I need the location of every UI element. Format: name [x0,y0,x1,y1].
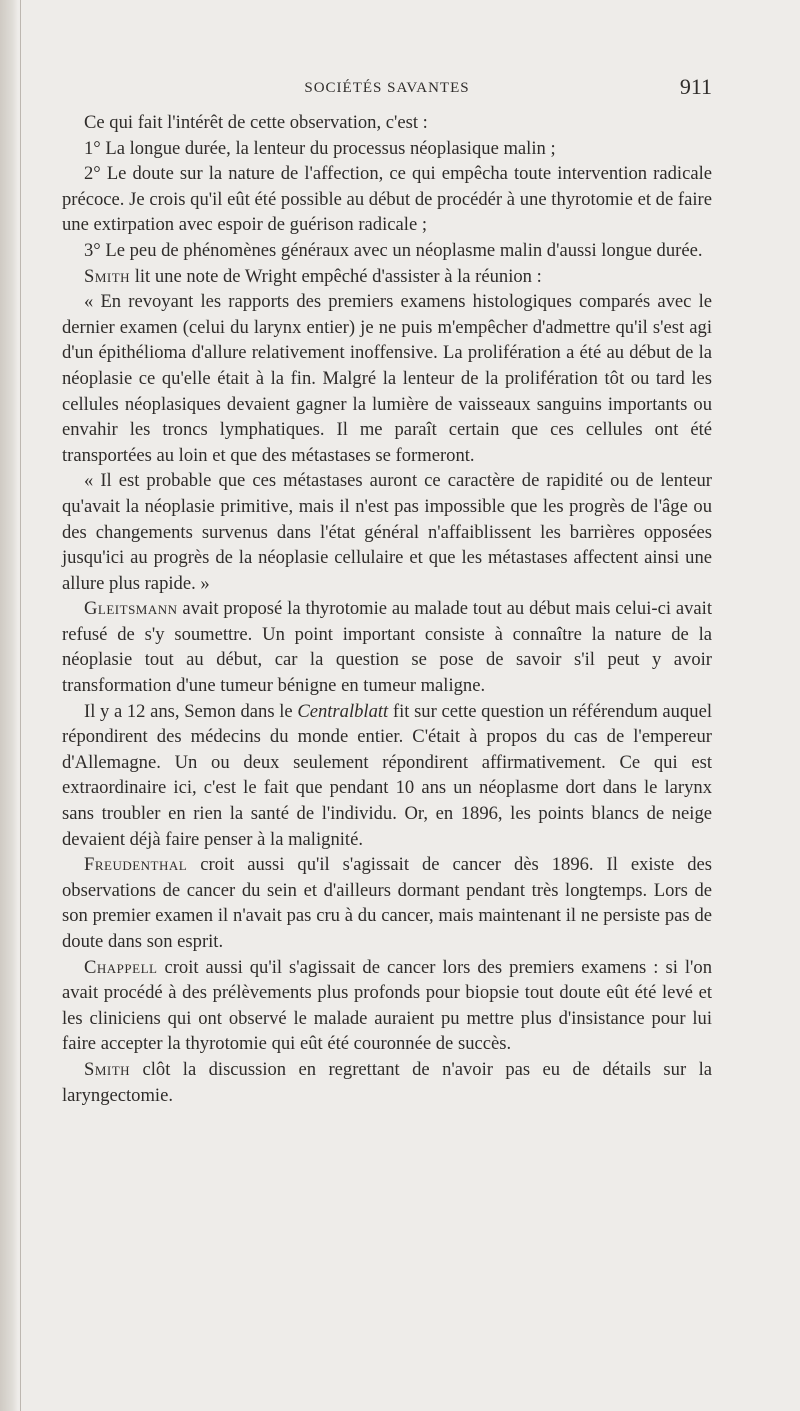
paragraph [62,699,712,853]
paragraph [62,289,712,468]
speaker-name: Smith [84,1058,131,1080]
paragraph-text: Ce qui fait l'intérêt de cette observation, c'est : [84,112,428,133]
paragraph [62,264,712,290]
page [62,70,712,1108]
paragraph-text: 3° Le peu de phénomènes généraux avec un néoplasme malin d'aussi longue durée. [84,239,703,261]
paragraph [62,136,712,162]
speaker-name: Smith [84,265,131,287]
paragraph-text: « Il est probable que ces métastases auront ce caractère de rapidité ou de lenteur qu'avait la néoplasie primitive, mais il n'est pas impossible que les progrès de l'âge ou des changements survenus dans l'état général n'affaiblissent les barrières opposées jusqu'ici au progrès de la néoplasie cellulaire et que les métastases affectent ainsi une allure plus rapide. » [62,470,712,594]
paragraph-text: avait proposé la thyrotomie au malade tout au début mais celui-ci avait refusé de s'y soumettre. Un point important consiste à connaître la nature de la néoplasie tout au début, car la question se pose de savoir s'il peut y avoir transformation d'une tumeur bénigne en tumeur maligne. [62,598,712,697]
paragraph-text: clôt la discussion en regrettant de n'avoir pas eu de détails sur la laryngectomie. [62,1058,712,1106]
speaker-name: Chappell [84,956,158,978]
paragraph-text: 2° Le doute sur la nature de l'affection, ce qui empêcha toute intervention radicale précoce. Je crois qu'il eût été possible au début de procédér à une thyrotomie et de faire une extirpation avec espoir de guérison radicale ; [62,163,712,236]
speaker-name: Gleitsmann [84,598,178,620]
paragraph-text: Il y a 12 ans, Semon dans le [84,700,298,722]
paragraph-text: fit sur cette question un référendum auquel répondirent des médecins du monde entier. C'était à propos du cas de l'empereur d'Allemagne. Un ou deux seulement répondirent affirmativement. Ce qui est extraordinaire ici, c'est le fait que pendant 10 ans un néoplasme dort dans le larynx sans troubler en rien la santé de l'individu. Or, en 1896, les points blancs de neige devaient déjà faire penser à la malignité. [62,700,712,850]
paragraph [62,110,712,136]
paragraph [62,238,712,264]
journal-title: Centralblatt [297,700,389,722]
running-head: SOCIÉTÉS SAVANTES [304,80,470,96]
paragraph-text: croit aussi qu'il s'agissait de cancer lors des premiers examens : si l'on avait procédé à des prélèvements plus profonds pour biopsie tout doute eût été levé et les cliniciens qui ont observé le malade auraient pu mettre plus d'insistance pour lui faire accepter la thyrotomie qui eût été couronnée de succès. [62,956,712,1055]
article-body [62,110,712,1108]
paragraph [62,468,712,596]
paragraph [62,955,712,1057]
paragraph [62,596,712,698]
paragraph [62,852,712,954]
paragraph-text: « En revoyant les rapports des premiers examens histologiques comparés avec le dernier examen (celui du larynx entier) je ne puis m'empêcher d'admettre qu'il s'est agi d'un épithélioma d'allure relativement inoffensive. La prolifération a été au début de la néoplasie ce qu'elle était à la fin. Malgré la lenteur de la prolifération tôt ou tard les cellules néoplasiques devaient gagner la lumière de vaisseaux sanguins importants ou envahir les troncs lymphatiques. Il me paraît certain que ces cellules ont été transportées au loin et que des métastases se formeront. [62,291,712,466]
paragraph [62,1057,712,1108]
paragraph-text: 1° La longue durée, la lenteur du processus néoplasique malin ; [84,137,556,159]
page-binding-line [20,0,21,1411]
paragraph [62,161,712,238]
paragraph-text: croit aussi qu'il s'agissait de cancer dès 1896. Il existe des observations de cancer du sein et d'ailleurs dormant pendant très longtemps. Lors de son premier examen il n'avait pas cru à du cancer, mais maintenant il ne persiste pas de doute dans son esprit. [62,854,712,952]
paragraph-text: lit une note de Wright empêché d'assister à la réunion : [130,265,542,287]
page-number: 911 [679,74,712,99]
page-header [62,70,712,110]
page-binding-edge [0,0,18,1411]
speaker-name: Freudenthal [84,854,188,876]
